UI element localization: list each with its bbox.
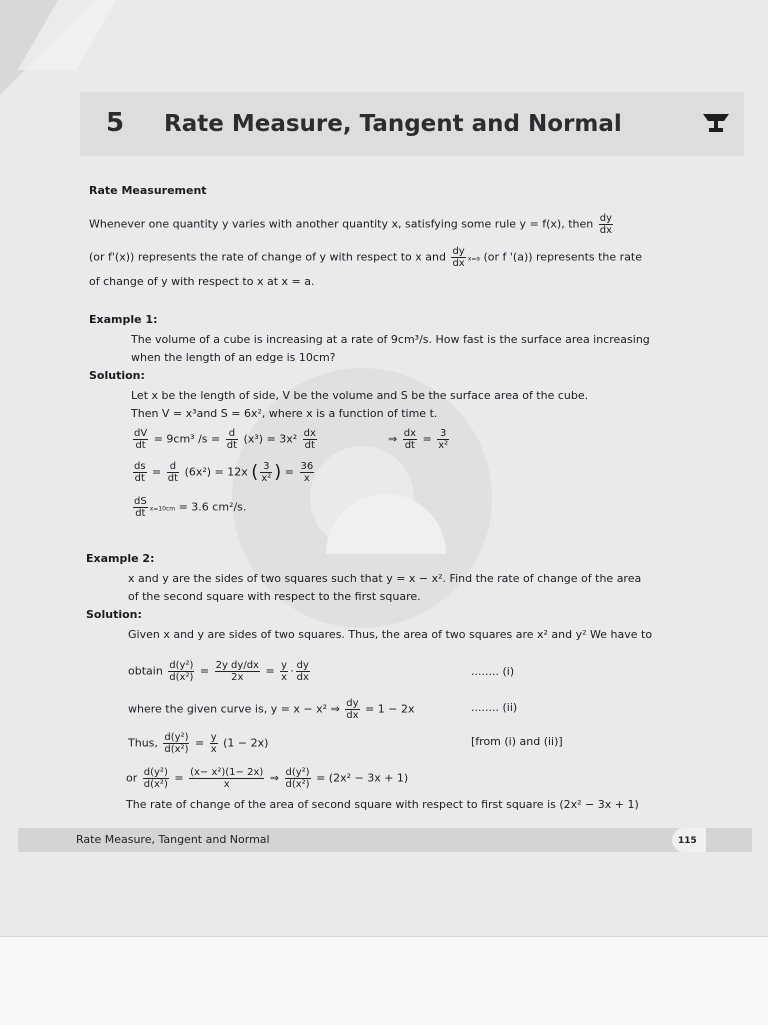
trophy-icon	[702, 112, 730, 136]
curve-text: where the given curve is, y = x − x²	[128, 702, 328, 716]
from-tag: [from (i) and (ii)]	[471, 735, 563, 748]
example-1-heading: Example 1:	[89, 313, 158, 326]
example-1-solution-2: Then V = x³and S = 6x², where x is a function of time t.	[131, 407, 438, 420]
example-2-solution-1: Given x and y are sides of two squares. Thus, the area of two squares are x² and y² We have to	[128, 628, 653, 641]
subscript-x-a: x=a	[467, 255, 480, 263]
example-1-equation-1-result: ⇒ $\frac{dx}{dt}$ = $\frac{3}{\text{x²}}$	[388, 428, 449, 451]
example-2-thus-equation: Thus, $\frac{\text{d(y²)}}{\text{d(x²)}}$ = $\frac{y}{x}$ (1 − 2x)	[128, 732, 269, 755]
example-2-question-1: x and y are the sides of two squares such that y = x − x². Find the rate of change of the area	[128, 572, 642, 585]
eq1-mid: = 9cm³ /s =	[153, 432, 221, 446]
example-2-solution-heading: Solution:	[86, 608, 142, 621]
curve-result: = 1 − 2x	[365, 702, 415, 716]
example-1-question-1: The volume of a cube is increasing at a rate of 9cm³/s. How fast is the surface area increasing	[131, 333, 650, 346]
tag-i: ........ (i)	[471, 665, 515, 678]
eq1-mid2: (x³) = 3x²	[243, 432, 298, 446]
obtain-word: obtain	[128, 664, 163, 678]
chapter-number: 5	[106, 108, 125, 138]
example-1-solution-1: Let x be the length of side, V be the volume and S be the surface area of the cube.	[131, 389, 589, 402]
example-1-equation-1: $\frac{dV}{dt}$ = 9cm³ /s = $\frac{d}{dt}$ (x³) = 3x² $\frac{dx}{dt}$	[134, 428, 316, 451]
footer-title: Rate Measure, Tangent and Normal	[76, 833, 270, 846]
eq1-implies: ⇒	[388, 432, 398, 446]
chapter-title: Rate Measure, Tangent and Normal	[164, 111, 622, 137]
subscript-x-10cm: x=10cm	[149, 505, 176, 513]
tag-ii: ........ (ii)	[471, 701, 518, 714]
example-2-heading: Example 2:	[86, 552, 155, 565]
or-tail: = (2x² − 3x + 1)	[316, 771, 409, 785]
intro-text-2b: (or f '(a)) represents the rate	[483, 250, 643, 264]
example-2-equation-ii: where the given curve is, y = x − x² ⇒ $\frac{dy}{dx}$ = 1 − 2x	[128, 698, 415, 721]
example-1-question-2: when the length of an edge is 10cm?	[131, 351, 336, 364]
eq3-result: = 3.6 cm²/s.	[178, 500, 247, 514]
intro-line-2	[89, 246, 642, 269]
or-word: or	[126, 771, 138, 785]
example-2-equation-i: obtain $\frac{\text{d(y²)}}{\text{d(x²)}}$ = $\frac{\text{2y dy/dx}}{2x}$ = $\frac{y}{x}$ · $\frac{dy}{dx}$	[128, 660, 309, 683]
intro-text-1: Whenever one quantity y varies with another quantity x, satisfying some rule y = f(x), then	[89, 217, 594, 231]
example-2-question-2: of the second square with respect to the first square.	[128, 590, 421, 603]
dy-dx-at-a-fraction: $\frac{dy}{dx}$	[452, 246, 465, 269]
thus-tail: (1 − 2x)	[223, 736, 269, 750]
intro-line-1	[89, 213, 615, 236]
eq2-mid: (6x²) = 12x	[184, 465, 248, 479]
intro-line-3: of change of y with respect to x at x = a.	[89, 275, 315, 288]
thus-word: Thus,	[128, 736, 158, 750]
viewer-background	[0, 936, 768, 1025]
example-2-or-equation: or $\frac{\text{d(y²)}}{\text{d(x²)}}$ = $\frac{\text{(x− x²)(1− 2x)}}{x}$ ⇒ $\frac{\text{d(y²)}}{\text{d(x²)}}$ = (2x² − 3x + 1)	[126, 767, 409, 790]
example-1-equation-2: $\frac{ds}{dt}$ = $\frac{d}{dt}$ (6x²) = 12x ( $\frac{3}{\text{x²}}$ ) = $\frac{36}{x}$	[134, 461, 314, 484]
dy-dx-fraction: $\frac{dy}{dx}$	[599, 213, 612, 236]
page-number: 115	[678, 836, 697, 846]
intro-text-2a: (or f'(x)) represents the rate of change of y with respect to x and	[89, 250, 446, 264]
example-1-equation-3: $\frac{dS}{dt}$ x=10cm = 3.6 cm²/s.	[134, 496, 247, 519]
example-2-conclusion: The rate of change of the area of second square with respect to first square is (2x² − 3x + 1)	[126, 798, 639, 811]
section-heading: Rate Measurement	[89, 184, 207, 197]
example-1-solution-heading: Solution:	[89, 369, 145, 382]
